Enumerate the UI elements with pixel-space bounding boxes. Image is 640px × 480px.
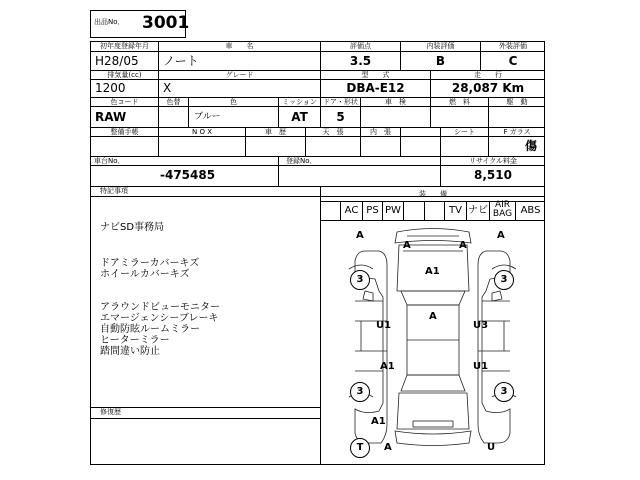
grade-value: X bbox=[163, 81, 172, 95]
equipment-item: ABS bbox=[520, 205, 541, 216]
chassis-value: -475485 bbox=[160, 168, 216, 182]
mark-door-rear-right: U1 bbox=[473, 361, 489, 372]
remark-line: エマージェンシーブレーキ bbox=[100, 313, 219, 324]
equipment-item: AC bbox=[344, 205, 359, 216]
mission-value: AT bbox=[291, 110, 308, 124]
mark-front-left: A bbox=[356, 230, 364, 241]
mark-bumper-left: A bbox=[403, 240, 411, 251]
car-body-diagram bbox=[321, 221, 544, 464]
tyre-rear-right-rating: 3 bbox=[494, 382, 514, 402]
car-name-label: 車 名 bbox=[225, 42, 254, 50]
vehicle-inspection-label: 車 検 bbox=[385, 98, 406, 106]
drive-label: 駆 動 bbox=[506, 98, 528, 106]
fglass-value: 傷 bbox=[524, 139, 537, 153]
mark-door-front-right: U3 bbox=[473, 320, 489, 331]
lot-number-value: 3001 bbox=[142, 13, 190, 33]
mark-door-rear-left: A1 bbox=[380, 361, 395, 372]
reg-year-value: H28/05 bbox=[95, 54, 139, 68]
model-label: 型 式 bbox=[361, 71, 390, 79]
displacement-value: 1200 bbox=[95, 81, 126, 95]
remark-line: ナビSD事務局 bbox=[100, 222, 165, 233]
car-name-value: ノート bbox=[163, 54, 199, 68]
reg-number-label: 登録No． bbox=[286, 157, 317, 165]
reg-year-label: 初年度登録年月 bbox=[100, 42, 149, 50]
remark-line: ヒーターミラー bbox=[100, 335, 170, 346]
remarks-label: 特記事項 bbox=[100, 187, 128, 195]
repair-history-label: 修復歴 bbox=[100, 408, 121, 416]
remark-line: 自動防眩ルームミラー bbox=[100, 324, 200, 335]
exterior-value: C bbox=[508, 54, 518, 68]
mark-door-front-left: U1 bbox=[376, 320, 392, 331]
equipment-label: 装 備 bbox=[419, 190, 447, 198]
mark-trunk: A1 bbox=[371, 416, 386, 427]
mark-front-right: A bbox=[497, 230, 505, 241]
mark-hood: A1 bbox=[425, 266, 440, 277]
mark-rear-bumper: A bbox=[384, 442, 392, 453]
manual-label: 整備手帳 bbox=[110, 128, 139, 136]
tyre-front-left-rating: 3 bbox=[350, 270, 370, 290]
tyre-rear-left-rating: 3 bbox=[350, 382, 370, 402]
lot-number-label: 出品No． bbox=[94, 18, 125, 26]
color-code-value: RAW bbox=[95, 110, 127, 124]
grade-label: グレード bbox=[225, 71, 254, 79]
fglass-label: F ガラス bbox=[503, 128, 531, 136]
color-label: 色 bbox=[230, 98, 237, 106]
remark-line: アラウンドビューモニター bbox=[100, 302, 220, 313]
door-label: ドア・形状 bbox=[323, 98, 358, 106]
model-value: DBA-E12 bbox=[346, 81, 405, 95]
color-code-label: 色コード bbox=[110, 98, 139, 106]
equipment-item: TV bbox=[449, 205, 462, 216]
remark-line: ホイールカバーキズ bbox=[100, 269, 190, 280]
equipment-item: PS bbox=[366, 205, 379, 216]
tyre-front-right-rating: 3 bbox=[494, 270, 514, 290]
chassis-label: 車台No． bbox=[94, 157, 125, 165]
score-label: 評価点 bbox=[350, 42, 371, 50]
recycle-label: リサイクル料金 bbox=[468, 157, 518, 165]
equipment-item: PW bbox=[385, 205, 401, 216]
color-value: ブルー bbox=[194, 112, 221, 122]
equipment-item: AIR BAG bbox=[492, 200, 513, 219]
seat-label: シート bbox=[454, 128, 475, 136]
equipment-item: ナビ bbox=[468, 205, 488, 216]
displacement-label: 排気量(cc) bbox=[107, 71, 142, 79]
recycle-value: 8,510 bbox=[474, 168, 512, 182]
nox-label: N O X bbox=[192, 128, 212, 136]
mark-bumper-right: A bbox=[459, 240, 467, 251]
spare-tyre-rating: T bbox=[350, 438, 370, 458]
interior-label: 内装評価 bbox=[426, 42, 455, 50]
interior-trim-label: 内 張 bbox=[370, 128, 391, 136]
color-change-label: 色替 bbox=[166, 98, 181, 106]
exterior-label: 外装評価 bbox=[499, 42, 527, 50]
interior-value: B bbox=[435, 54, 446, 68]
history-label: 車 歴 bbox=[265, 128, 286, 136]
mileage-value: 28,087 Km bbox=[451, 81, 525, 95]
mission-label: ミッション bbox=[282, 98, 317, 106]
mark-rear-u: U bbox=[487, 442, 496, 453]
mileage-label: 走 行 bbox=[474, 71, 502, 79]
ceiling-label: 天 張 bbox=[322, 128, 344, 136]
mark-roof: A bbox=[429, 311, 437, 322]
remark-line: 踏間違い防止 bbox=[100, 346, 160, 357]
score-value: 3.5 bbox=[349, 54, 372, 68]
fuel-label: 燃 料 bbox=[449, 98, 470, 106]
remark-line: ドアミラーカバーキズ bbox=[100, 258, 200, 269]
door-value: 5 bbox=[336, 110, 345, 124]
